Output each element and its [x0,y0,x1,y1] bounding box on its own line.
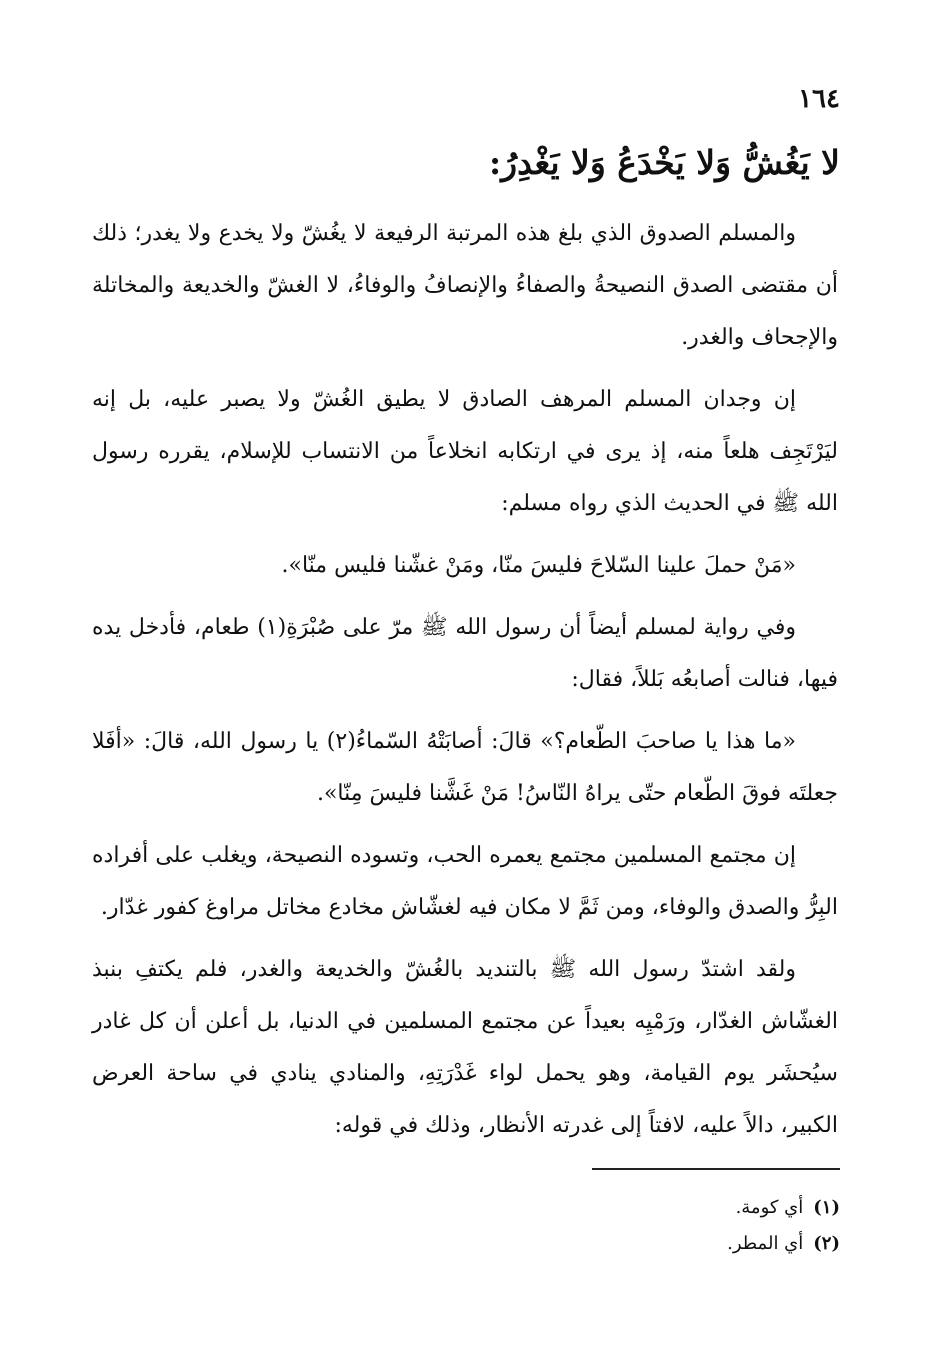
paragraph-2: إن وجدان المسلم المرهف الصادق لا يطيق الغُشّ ولا يصبر عليه، بل إنه ليَرْتَجِف هلعاً منه، إذ يرى في ارتكابه انخلاعاً من الانتساب للإسلام، يقرره رسول الله ﷺ في الحديث الذي رواه مسلم: [92,387,838,516]
footnote-text: أي المطر. [727,1233,804,1254]
paragraph-4: إن مجتمع المسلمين مجتمع يعمره الحب، وتسوده النصيحة، ويغلب على أفراده البِرُّ والصدق والوفاء، ومن ثَمَّ لا مكان فيه لغشّاش مخادع مخاتل مراوغ كفور غدّار. [92,843,838,920]
footnote-1 [440,1190,840,1226]
footnote-text: أي كومة. [735,1197,804,1218]
hadith-quote-1: «مَنْ حملَ علينا السّلاحَ فليسَ منّا، ومَنْ غشّنا فليس منّا». [281,553,796,578]
section-title: لا يَغُشُّ وَلا يَخْدَعُ وَلا يَغْدِرُ: [489,143,840,182]
page-number: ١٦٤ [798,84,840,114]
paragraph-5: ولقد اشتدّ رسول الله ﷺ بالتنديد بالغُشّ والخديعة والغدر، فلم يكتفِ بنبذ الغشّاش الغدّار، ورَمْيِه بعيداً عن مجتمع المسلمين في الدنيا، بل أعلن أن كل غادر سيُحشَر يوم القيامة، وهو يحمل لواء غَدْرَتِهِ، والمنادي ينادي في ساحة العرض الكبير، دالاً عليه، لافتاً إلى غدرته الأنظار، وذلك في قوله: [92,957,838,1138]
body-text [92,208,838,1162]
footnote-number: (٢) [813,1233,840,1254]
hadith-quote-2: «ما هذا يا صاحبَ الطّعام؟» قالَ: أصابَتْهُ السّماءُ(٢) يا رسول الله، قالَ: «أفَلا جعلتَه فوقَ الطّعام حتّى يراهُ النّاسُ! مَنْ غَشَّنا فليسَ مِنّا». [92,729,838,806]
footnote-divider [592,1168,840,1170]
footnotes [440,1190,840,1262]
footnote-2 [440,1226,840,1262]
footnote-number: (١) [813,1197,840,1218]
paragraph-1: والمسلم الصدوق الذي بلغ هذه المرتبة الرفيعة لا يغُشّ ولا يخدع ولا يغدر؛ ذلك أن مقتضى الصدق النصيحةُ والصفاءُ والإنصافُ والوفاءُ، لا الغشّ والخديعة والمخاتلة والإجحاف والغدر. [92,221,838,350]
paragraph-3: وفي رواية لمسلم أيضاً أن رسول الله ﷺ مرّ على صُبْرَةِ(١) طعام، فأدخل يده فيها، فنالت أصابعُه بَللاً، فقال: [92,615,838,692]
